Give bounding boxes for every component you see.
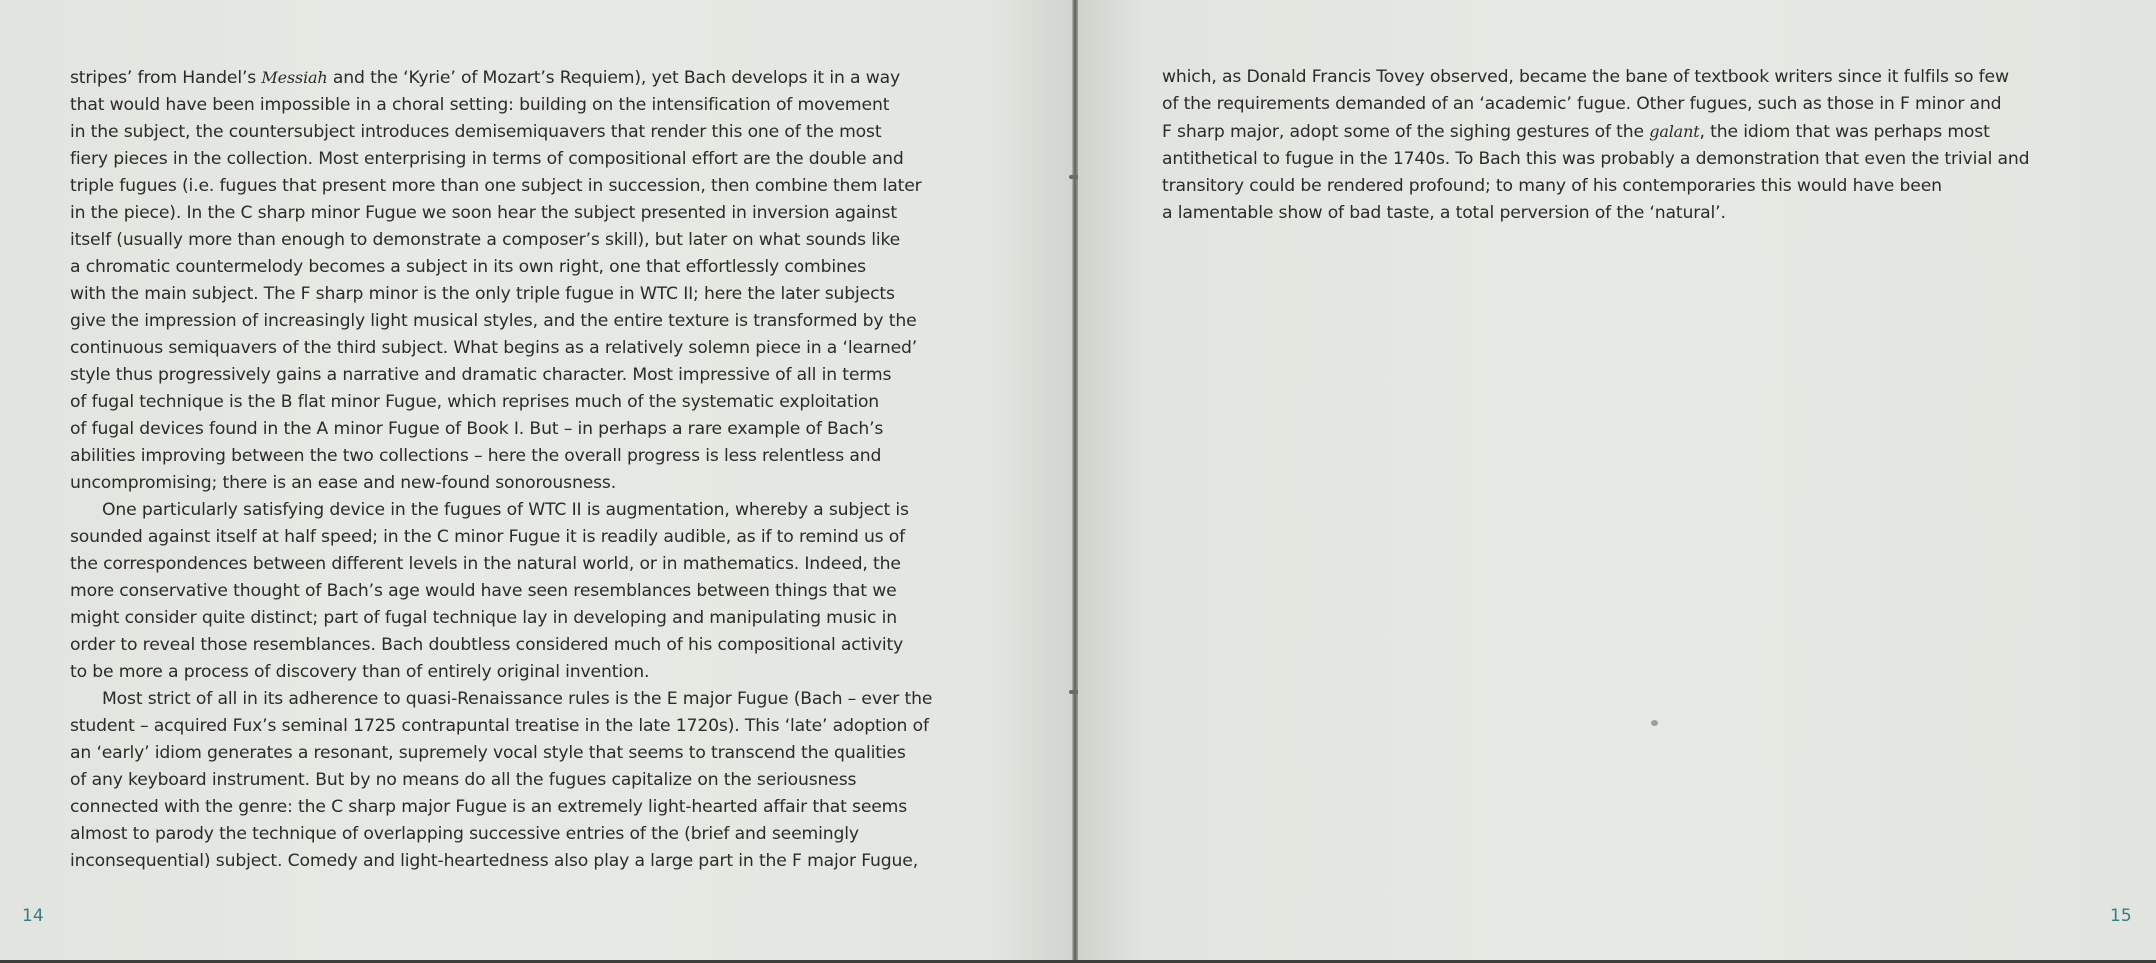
text-line: abilities improving between the two collections – here the overall progress is less relentless and [70, 446, 882, 466]
text-line: a chromatic countermelody becomes a subject in its own right, one that effortlessly combines [70, 257, 866, 277]
text-line: sounded against itself at half speed; in the C minor Fugue it is readily audible, as if to remind us of [70, 527, 906, 547]
text-line: that would have been impossible in a choral setting: building on the intensification of movement [70, 95, 890, 115]
text-line: Most strict of all in its adherence to quasi-Renaissance rules is the E major Fugue (Bach – ever the [102, 689, 933, 709]
text-line: antithetical to fugue in the 1740s. To Bach this was probably a demonstration that even the trivial and [1162, 149, 2030, 169]
text-line: which, as Donald Francis Tovey observed, became the bane of textbook writers since it fulfils so few [1162, 67, 2009, 87]
text-segment: F sharp major, adopt some of the sighing gestures of the [1162, 122, 1650, 142]
italic-term: Messiah [261, 68, 328, 87]
text-line: continuous semiquavers of the third subject. What begins as a relatively solemn piece in a ‘learned’ [70, 338, 918, 358]
right-page [1078, 0, 2156, 960]
text-line: of fugal devices found in the A minor Fugue of Book I. But – in perhaps a rare example of Bach’s [70, 419, 884, 439]
text-segment: , the idiom that was perhaps most [1699, 122, 1990, 142]
text-segment: and the ‘Kyrie’ of Mozart’s Requiem), yet Bach develops it in a way [327, 68, 901, 88]
text-segment: stripes’ from Handel’s [70, 68, 262, 88]
left-page-number: 14 [22, 906, 44, 926]
text-line: to be more a process of discovery than of entirely original invention. [70, 662, 650, 682]
text-line: of any keyboard instrument. But by no means do all the fugues capitalize on the seriousness [70, 770, 857, 790]
text-line: of fugal technique is the B flat minor Fugue, which reprises much of the systematic exploitation [70, 392, 880, 412]
text-line [70, 64, 1000, 92]
text-line: connected with the genre: the C sharp major Fugue is an extremely light-hearted affair that seems [70, 797, 908, 817]
paper-speck [1651, 720, 1658, 726]
text-line [1162, 118, 2102, 146]
text-line: uncompromising; there is an ease and new-found sonorousness. [70, 473, 617, 493]
text-line: with the main subject. The F sharp minor is the only triple fugue in WTC II; here the later subjects [70, 284, 895, 304]
text-line: student – acquired Fux’s seminal 1725 contrapuntal treatise in the late 1720s). This ‘late’ adoption of [70, 716, 929, 736]
text-line: might consider quite distinct; part of fugal technique lay in developing and manipulating music in [70, 608, 897, 628]
text-line: give the impression of increasingly light musical styles, and the entire texture is transformed by the [70, 311, 917, 331]
text-line: triple fugues (i.e. fugues that present more than one subject in succession, then combine them later [70, 176, 922, 196]
text-line: in the piece). In the C sharp minor Fugue we soon hear the subject presented in inversion against [70, 203, 897, 223]
text-line: a lamentable show of bad taste, a total perversion of the ‘natural’. [1162, 203, 1726, 223]
left-page [0, 0, 1072, 960]
text-line: more conservative thought of Bach’s age would have seen resemblances between things that we [70, 581, 897, 601]
text-line: style thus progressively gains a narrative and dramatic character. Most impressive of all in terms [70, 365, 892, 385]
text-line: fiery pieces in the collection. Most enterprising in terms of compositional effort are the double and [70, 149, 904, 169]
left-page-body-text [70, 64, 1000, 875]
text-line: an ‘early’ idiom generates a resonant, supremely vocal style that seems to transcend the qualities [70, 743, 906, 763]
right-page-body-text [1162, 64, 2102, 227]
right-page-number: 15 [2110, 906, 2132, 926]
text-line: almost to parody the technique of overlapping successive entries of the (brief and seemingly [70, 824, 859, 844]
text-line: One particularly satisfying device in the fugues of WTC II is augmentation, whereby a subject is [102, 500, 909, 520]
italic-term: galant [1649, 122, 1700, 141]
text-line: inconsequential) subject. Comedy and light-heartedness also play a large part in the F major Fugue, [70, 851, 919, 871]
text-line: in the subject, the countersubject introduces demisemiquavers that render this one of the most [70, 122, 882, 142]
text-line: of the requirements demanded of an ‘academic’ fugue. Other fugues, such as those in F minor and [1162, 94, 2002, 114]
text-line: transitory could be rendered profound; to many of his contemporaries this would have been [1162, 176, 1942, 196]
text-line: order to reveal those resemblances. Bach doubtless considered much of his compositional activity [70, 635, 904, 655]
text-line: itself (usually more than enough to demonstrate a composer’s skill), but later on what sounds like [70, 230, 901, 250]
text-line: the correspondences between different levels in the natural world, or in mathematics. Indeed, the [70, 554, 901, 574]
